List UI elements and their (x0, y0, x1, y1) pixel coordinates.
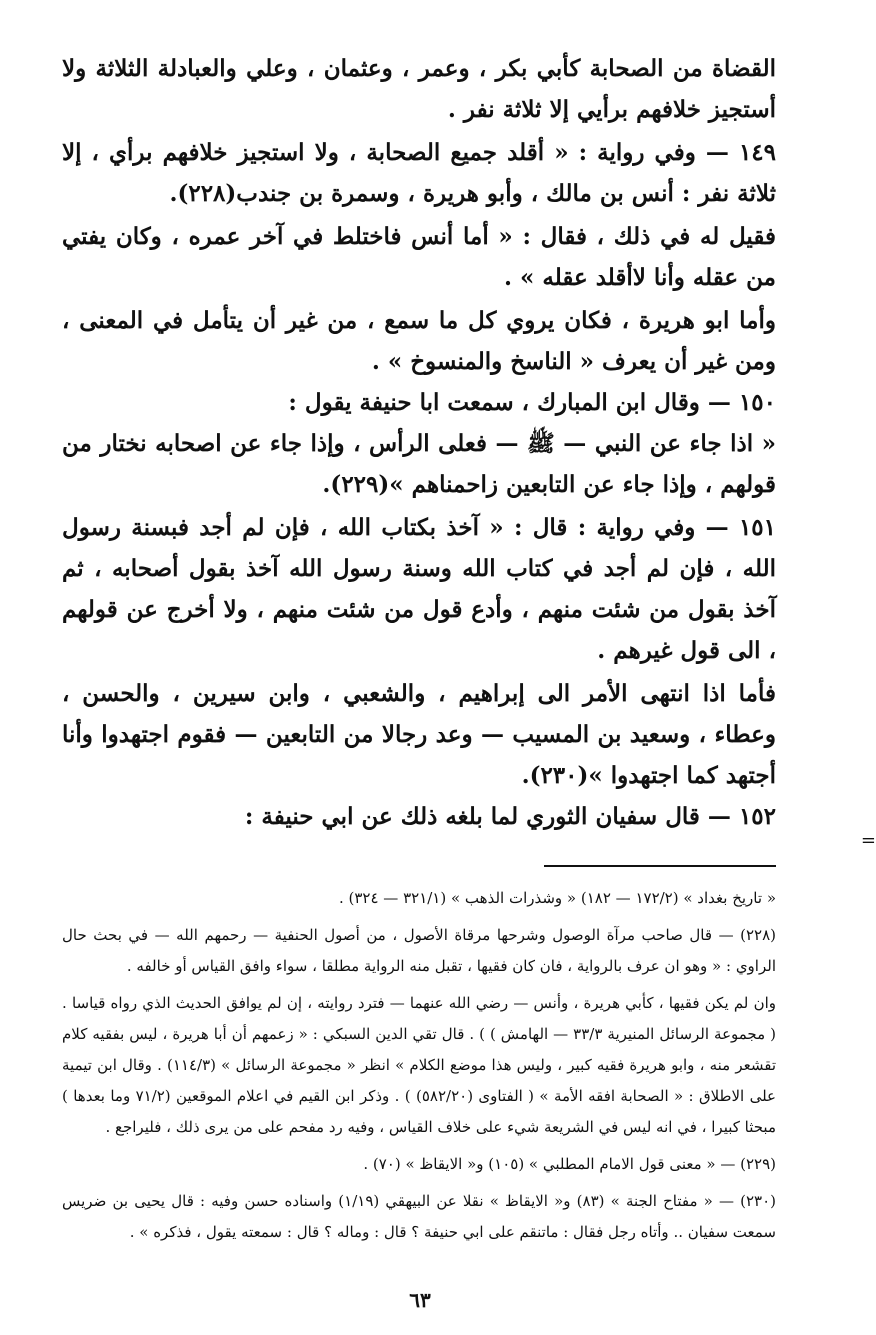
footnote-continued: « تاريخ بغداد » (١٧٢/٢ — ١٨٢) « وشذرات الذهب » (٣٢١/١ — ٣٢٤) . (338, 889, 776, 907)
paragraph-149: ١٤٩ — وفي رواية : « أقلد جميع الصحابة ، ولا استجيز خلافهم برأي ، إلا ثلاثة نفر : أنس بن مالك ، وأبو هريرة ، وسمرة بن جندب(٢٢٨). (62, 139, 776, 207)
footnote-230: (٢٣٠) — « مفتاح الجنة » (٨٣) و« الايقاظ » نقلا عن البيهقي (١/١٩) واسناده حسن وفيه : قال يحيى بن ضريس سمعت سفيان .. وأتاه رجل فقال : ماتنقم على ابي حنيفة ؟ قال : وماله ؟ قال : سمعته يقول ، فذكره » . (62, 1192, 777, 1241)
paragraph-continuation: القضاة من الصحابة كأبي بكر ، وعمر ، وعثمان ، وعلي والعبادلة الثلاثة ولا أستجيز خلافهم برأيي إلا ثلاثة نفر . (62, 55, 776, 123)
footnotes (62, 883, 776, 1248)
paragraph-150-quote: « اذا جاء عن النبي — ﷺ — فعلى الرأس ، وإذا جاء عن اصحابه نختار من قولهم ، وإذا جاء عن التابعين زاحمناهم »(٢٢٩). (62, 430, 776, 498)
main-text (62, 48, 776, 837)
paragraph-151: ١٥١ — وفي رواية : قال : « آخذ بكتاب الله ، فإن لم أجد فبسنة رسول الله ، فإن لم أجد في كتاب الله وسنة رسول الله آخذ بقول أصحابه ، ثم آخذ بقول من شئت منهم ، وأدع قول من شئت منهم ، ولا أخرج عن قولهم ، الى قول غيرهم . (62, 514, 776, 664)
footnote-229: (٢٢٩) — « معنى قول الامام المطلبي » (١٠٥) و« الايقاظ » (٧٠) . (363, 1155, 776, 1173)
footnote-separator-wrap (62, 865, 776, 867)
paragraph-anas: فقيل له في ذلك ، فقال : « أما أنس فاختلط في آخر عمره ، وكان يفتي من عقله وأنا لاأقلد عقله » . (62, 223, 776, 291)
footnote-separator (544, 865, 776, 867)
footnote-228-continued: وان لم يكن فقيها ، كأبي هريرة ، وأنس — رضي الله عنهما — فترد روايته ، إن لم يوافق الحديث الذي رواه قياسا . ( مجموعة الرسائل المنيرية ٣٣/٣ — الهامش ) ) . قال تقي الدين السبكي : « زعمهم أن أبا هريرة ، ليس بفقيه كلام تقشعر منه ، وابو هريرة فقيه كبير ، وليس هذا موضع الكلام » انظر « مجموعة الرسائل » (١١٤/٣) . وقال ابن تيمية على الاطلاق : « الصحابة افقه الأمة » ( الفتاوى (٥٨٢/٢٠) ) . وذكر ابن القيم في اعلام الموقعين (٧١/٢ وما بعدها ) مبحثا كبيرا ، في انه ليس في الشريعة شيء على خلاف القياس ، وفيه رد مفحم على من يرى ذلك ، فليراجع . (62, 994, 777, 1136)
paragraph-152: ١٥٢ — قال سفيان الثوري لما بلغه ذلك عن ابي حنيفة : (244, 803, 776, 830)
book-page (62, 48, 776, 1335)
paragraph-150: ١٥٠ — وقال ابن المبارك ، سمعت ابا حنيفة يقول : (288, 389, 776, 416)
paragraph-tabiin: فأما اذا انتهى الأمر الى إبراهيم ، والشعبي ، وابن سيرين ، والحسن ، وعطاء ، وسعيد بن المسيب — وعد رجالا من التابعين — فقوم اجتهدوا وأنا أجتهد كما اجتهدوا »(٢٣٠). (62, 680, 776, 789)
footnote-228: (٢٢٨) — قال صاحب مرآة الوصول وشرحها مرقاة الأصول ، من أصول الحنفية — رحمهم الله — في بحث حال الراوي : « وهو ان عرف بالرواية ، فان كان فقيها ، تقبل منه الرواية مطلقا ، سواء وافق القياس أو خالفه . (62, 926, 776, 975)
paragraph-abu-hurayra: وأما ابو هريرة ، فكان يروي كل ما سمع ، من غير أن يتأمل في المعنى ، ومن غير أن يعرف « الناسخ والمنسوخ » . (62, 307, 776, 375)
page-number: ٦٣ (409, 1288, 431, 1312)
footnote-continuation-marker: = (860, 830, 876, 851)
